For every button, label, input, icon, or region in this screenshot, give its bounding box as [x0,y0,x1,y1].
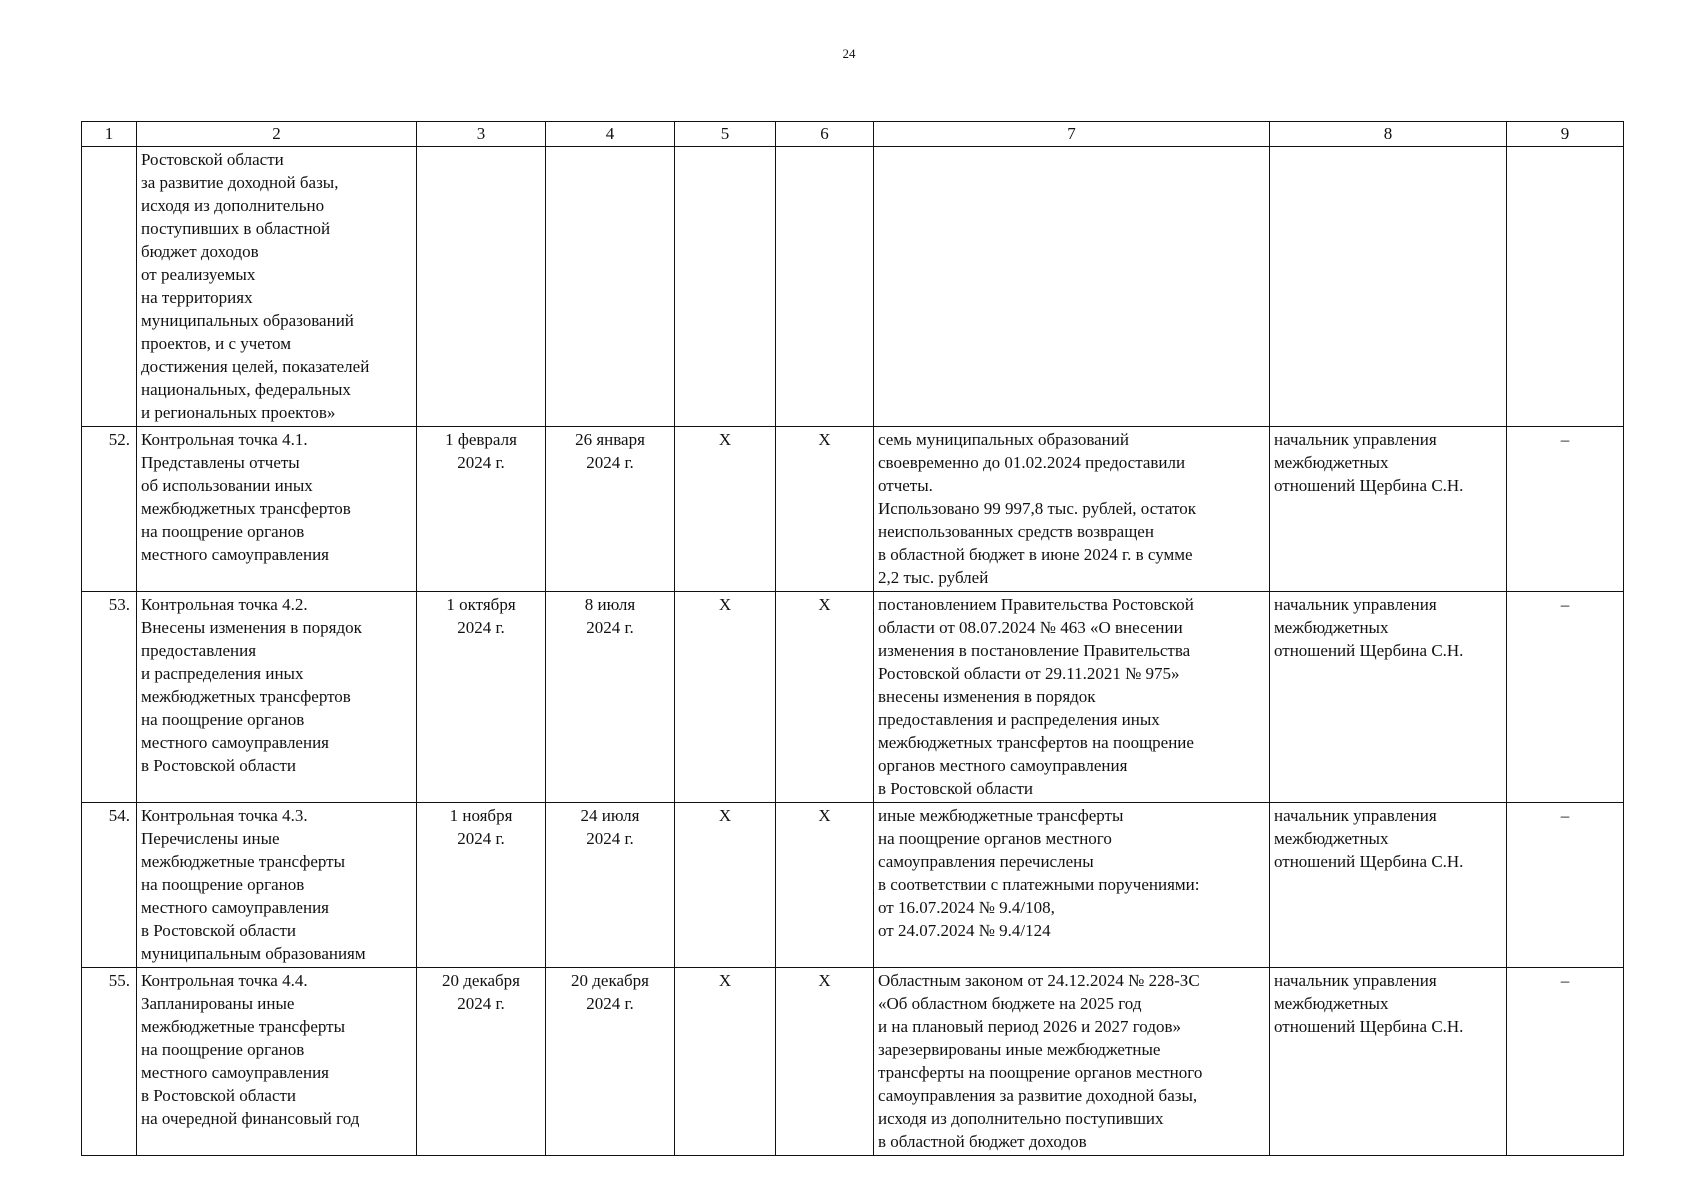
fact-date-cell [546,147,675,427]
date-line: 20 декабря [571,971,649,990]
text-line: проектов, и с учетом [141,334,291,353]
column-6-cell: X [776,592,874,803]
text-line: в соответствии с платежными поручениями: [878,875,1200,894]
date-line: 2024 г. [457,453,505,472]
text-line: отношений Щербина С.Н. [1274,1017,1464,1036]
text-line: местного самоуправления [141,898,329,917]
result-cell [874,427,1270,592]
text-line: местного самоуправления [141,733,329,752]
text-line: зарезервированы иные межбюджетные [878,1040,1161,1059]
responsible-cell [1270,592,1507,803]
text-line: в Ростовской области [141,921,297,940]
responsible-cell [1270,147,1507,427]
fact-date-cell [546,592,675,803]
text-line: постановлением Правительства Ростовской [878,595,1194,614]
text-line: самоуправления за развитие доходной базы, [878,1086,1198,1105]
fact-date-cell [546,427,675,592]
text-line: исходя из дополнительно [141,196,325,215]
fact-date-cell [546,968,675,1156]
text-line: местного самоуправления [141,545,329,564]
text-line: Ростовской области от 29.11.2021 № 975» [878,664,1180,683]
text-line: неиспользованных средств возвращен [878,522,1154,541]
table-header-row [82,122,1624,147]
text-line: 2,2 тыс. рублей [878,568,989,587]
text-line: в областной бюджет доходов [878,1132,1087,1151]
text-line: на поощрение органов [141,875,305,894]
plan-date-cell [417,803,546,968]
text-line: своевременно до 01.02.2024 предоставили [878,453,1186,472]
responsible-cell [1270,968,1507,1156]
column-6-cell: X [776,803,874,968]
date-line: 2024 г. [586,453,634,472]
control-points-table [81,121,1624,1156]
result-cell [874,803,1270,968]
text-line: в областной бюджет в июне 2024 г. в сумме [878,545,1193,564]
text-line: Представлены отчеты [141,453,300,472]
table-row [82,427,1624,592]
description-cell [137,592,417,803]
result-cell [874,968,1270,1156]
row-number: 52. [82,427,137,592]
text-line: начальник управления [1274,806,1437,825]
text-line: межбюджетных трансфертов [141,499,351,518]
text-line: отношений Щербина С.Н. [1274,852,1464,871]
date-line: 20 декабря [442,971,520,990]
date-line: 24 июля [580,806,640,825]
column-5-cell: X [675,427,776,592]
date-line: 26 января [575,430,645,449]
page-number: 24 [842,46,856,61]
plan-date-cell [417,592,546,803]
column-header: 4 [546,122,675,147]
column-9-cell: – [1507,592,1624,803]
text-line: от 24.07.2024 № 9.4/124 [878,921,1051,940]
date-line: 8 июля [584,595,636,614]
text-line: на поощрение органов местного [878,829,1112,848]
text-line: Запланированы иные [141,994,295,1013]
date-line: 1 ноября [449,806,513,825]
plan-date-cell [417,968,546,1156]
text-line: начальник управления [1274,971,1437,990]
text-line: от реализуемых [141,265,256,284]
text-line: от 16.07.2024 № 9.4/108, [878,898,1055,917]
date-line: 2024 г. [586,994,634,1013]
text-line: Областным законом от 24.12.2024 № 228-ЗС [878,971,1200,990]
text-line: Ростовской области [141,150,284,169]
date-line: 2024 г. [586,618,634,637]
date-line: 2024 г. [457,618,505,637]
row-number: 53. [82,592,137,803]
text-line: внесены изменения в порядок [878,687,1096,706]
text-line: иные межбюджетные трансферты [878,806,1124,825]
text-line: начальник управления [1274,430,1437,449]
text-line: межбюджетных [1274,994,1389,1013]
date-line: 2024 г. [457,994,505,1013]
text-line: за развитие доходной базы, [141,173,339,192]
result-cell [874,147,1270,427]
column-5-cell: X [675,803,776,968]
text-line: достижения целей, показателей [141,357,370,376]
text-line: Контрольная точка 4.3. [141,806,308,825]
column-header: 7 [874,122,1270,147]
row-number: 55. [82,968,137,1156]
text-line: начальник управления [1274,595,1437,614]
table-row-continuation [82,147,1624,427]
text-line: на поощрение органов [141,710,305,729]
text-line: отношений Щербина С.Н. [1274,476,1464,495]
date-line: 2024 г. [457,829,505,848]
text-line: на очередной финансовый год [141,1109,360,1128]
text-line: на территориях [141,288,253,307]
text-line: межбюджетных трансфертов [141,687,351,706]
column-header: 2 [137,122,417,147]
column-6-cell: X [776,968,874,1156]
number-cell [82,147,137,427]
text-line: межбюджетных [1274,453,1389,472]
text-line: в Ростовской области [878,779,1034,798]
description-cell [137,427,417,592]
text-line: бюджет доходов [141,242,259,261]
text-line: межбюджетных трансфертов на поощрение [878,733,1194,752]
text-line: трансферты на поощрение органов местного [878,1063,1203,1082]
column-9-cell: – [1507,427,1624,592]
column-header: 8 [1270,122,1507,147]
text-line: изменения в постановление Правительства [878,641,1191,660]
text-line: в Ростовской области [141,1086,297,1105]
description-cell [137,147,417,427]
text-line: органов местного самоуправления [878,756,1128,775]
text-line: Внесены изменения в порядок [141,618,362,637]
plan-date-cell [417,147,546,427]
result-cell [874,592,1270,803]
text-line: Использовано 99 997,8 тыс. рублей, остаток [878,499,1196,518]
text-line: местного самоуправления [141,1063,329,1082]
text-line: исходя из дополнительно поступивших [878,1109,1164,1128]
column-5-cell [675,147,776,427]
responsible-cell [1270,803,1507,968]
row-number: 54. [82,803,137,968]
column-header: 1 [82,122,137,147]
column-header: 3 [417,122,546,147]
text-line: в Ростовской области [141,756,297,775]
text-line: «Об областном бюджете на 2025 год [878,994,1142,1013]
text-line: национальных, федеральных [141,380,351,399]
date-line: 1 февраля [445,430,517,449]
text-line: межбюджетные трансферты [141,1017,345,1036]
text-line: отношений Щербина С.Н. [1274,641,1464,660]
column-6-cell: X [776,427,874,592]
text-line: Контрольная точка 4.4. [141,971,308,990]
text-line: и на плановый период 2026 и 2027 годов» [878,1017,1181,1036]
column-9-cell: – [1507,968,1624,1156]
text-line: области от 08.07.2024 № 463 «О внесении [878,618,1183,637]
column-9-cell [1507,147,1624,427]
description-cell [137,803,417,968]
text-line: предоставления [141,641,257,660]
date-line: 2024 г. [586,829,634,848]
table-row [82,968,1624,1156]
text-line: отчеты. [878,476,933,495]
column-9-cell: – [1507,803,1624,968]
table-row [82,592,1624,803]
fact-date-cell [546,803,675,968]
text-line: семь муниципальных образований [878,430,1129,449]
text-line: межбюджетные трансферты [141,852,345,871]
column-5-cell: X [675,968,776,1156]
text-line: межбюджетных [1274,829,1389,848]
text-line: и региональных проектов» [141,403,336,422]
plan-date-cell [417,427,546,592]
column-5-cell: X [675,592,776,803]
column-header: 5 [675,122,776,147]
text-line: Контрольная точка 4.2. [141,595,308,614]
text-line: Перечислены иные [141,829,280,848]
date-line: 1 октября [446,595,516,614]
text-line: муниципальных образований [141,311,354,330]
column-header: 6 [776,122,874,147]
text-line: на поощрение органов [141,522,305,541]
text-line: Контрольная точка 4.1. [141,430,308,449]
text-line: предоставления и распределения иных [878,710,1160,729]
text-line: поступивших в областной [141,219,331,238]
text-line: на поощрение органов [141,1040,305,1059]
description-cell [137,968,417,1156]
text-line: муниципальным образованиям [141,944,366,963]
responsible-cell [1270,427,1507,592]
column-6-cell [776,147,874,427]
text-line: об использовании иных [141,476,313,495]
column-header: 9 [1507,122,1624,147]
text-line: межбюджетных [1274,618,1389,637]
table-row [82,803,1624,968]
text-line: и распределения иных [141,664,304,683]
text-line: самоуправления перечислены [878,852,1094,871]
